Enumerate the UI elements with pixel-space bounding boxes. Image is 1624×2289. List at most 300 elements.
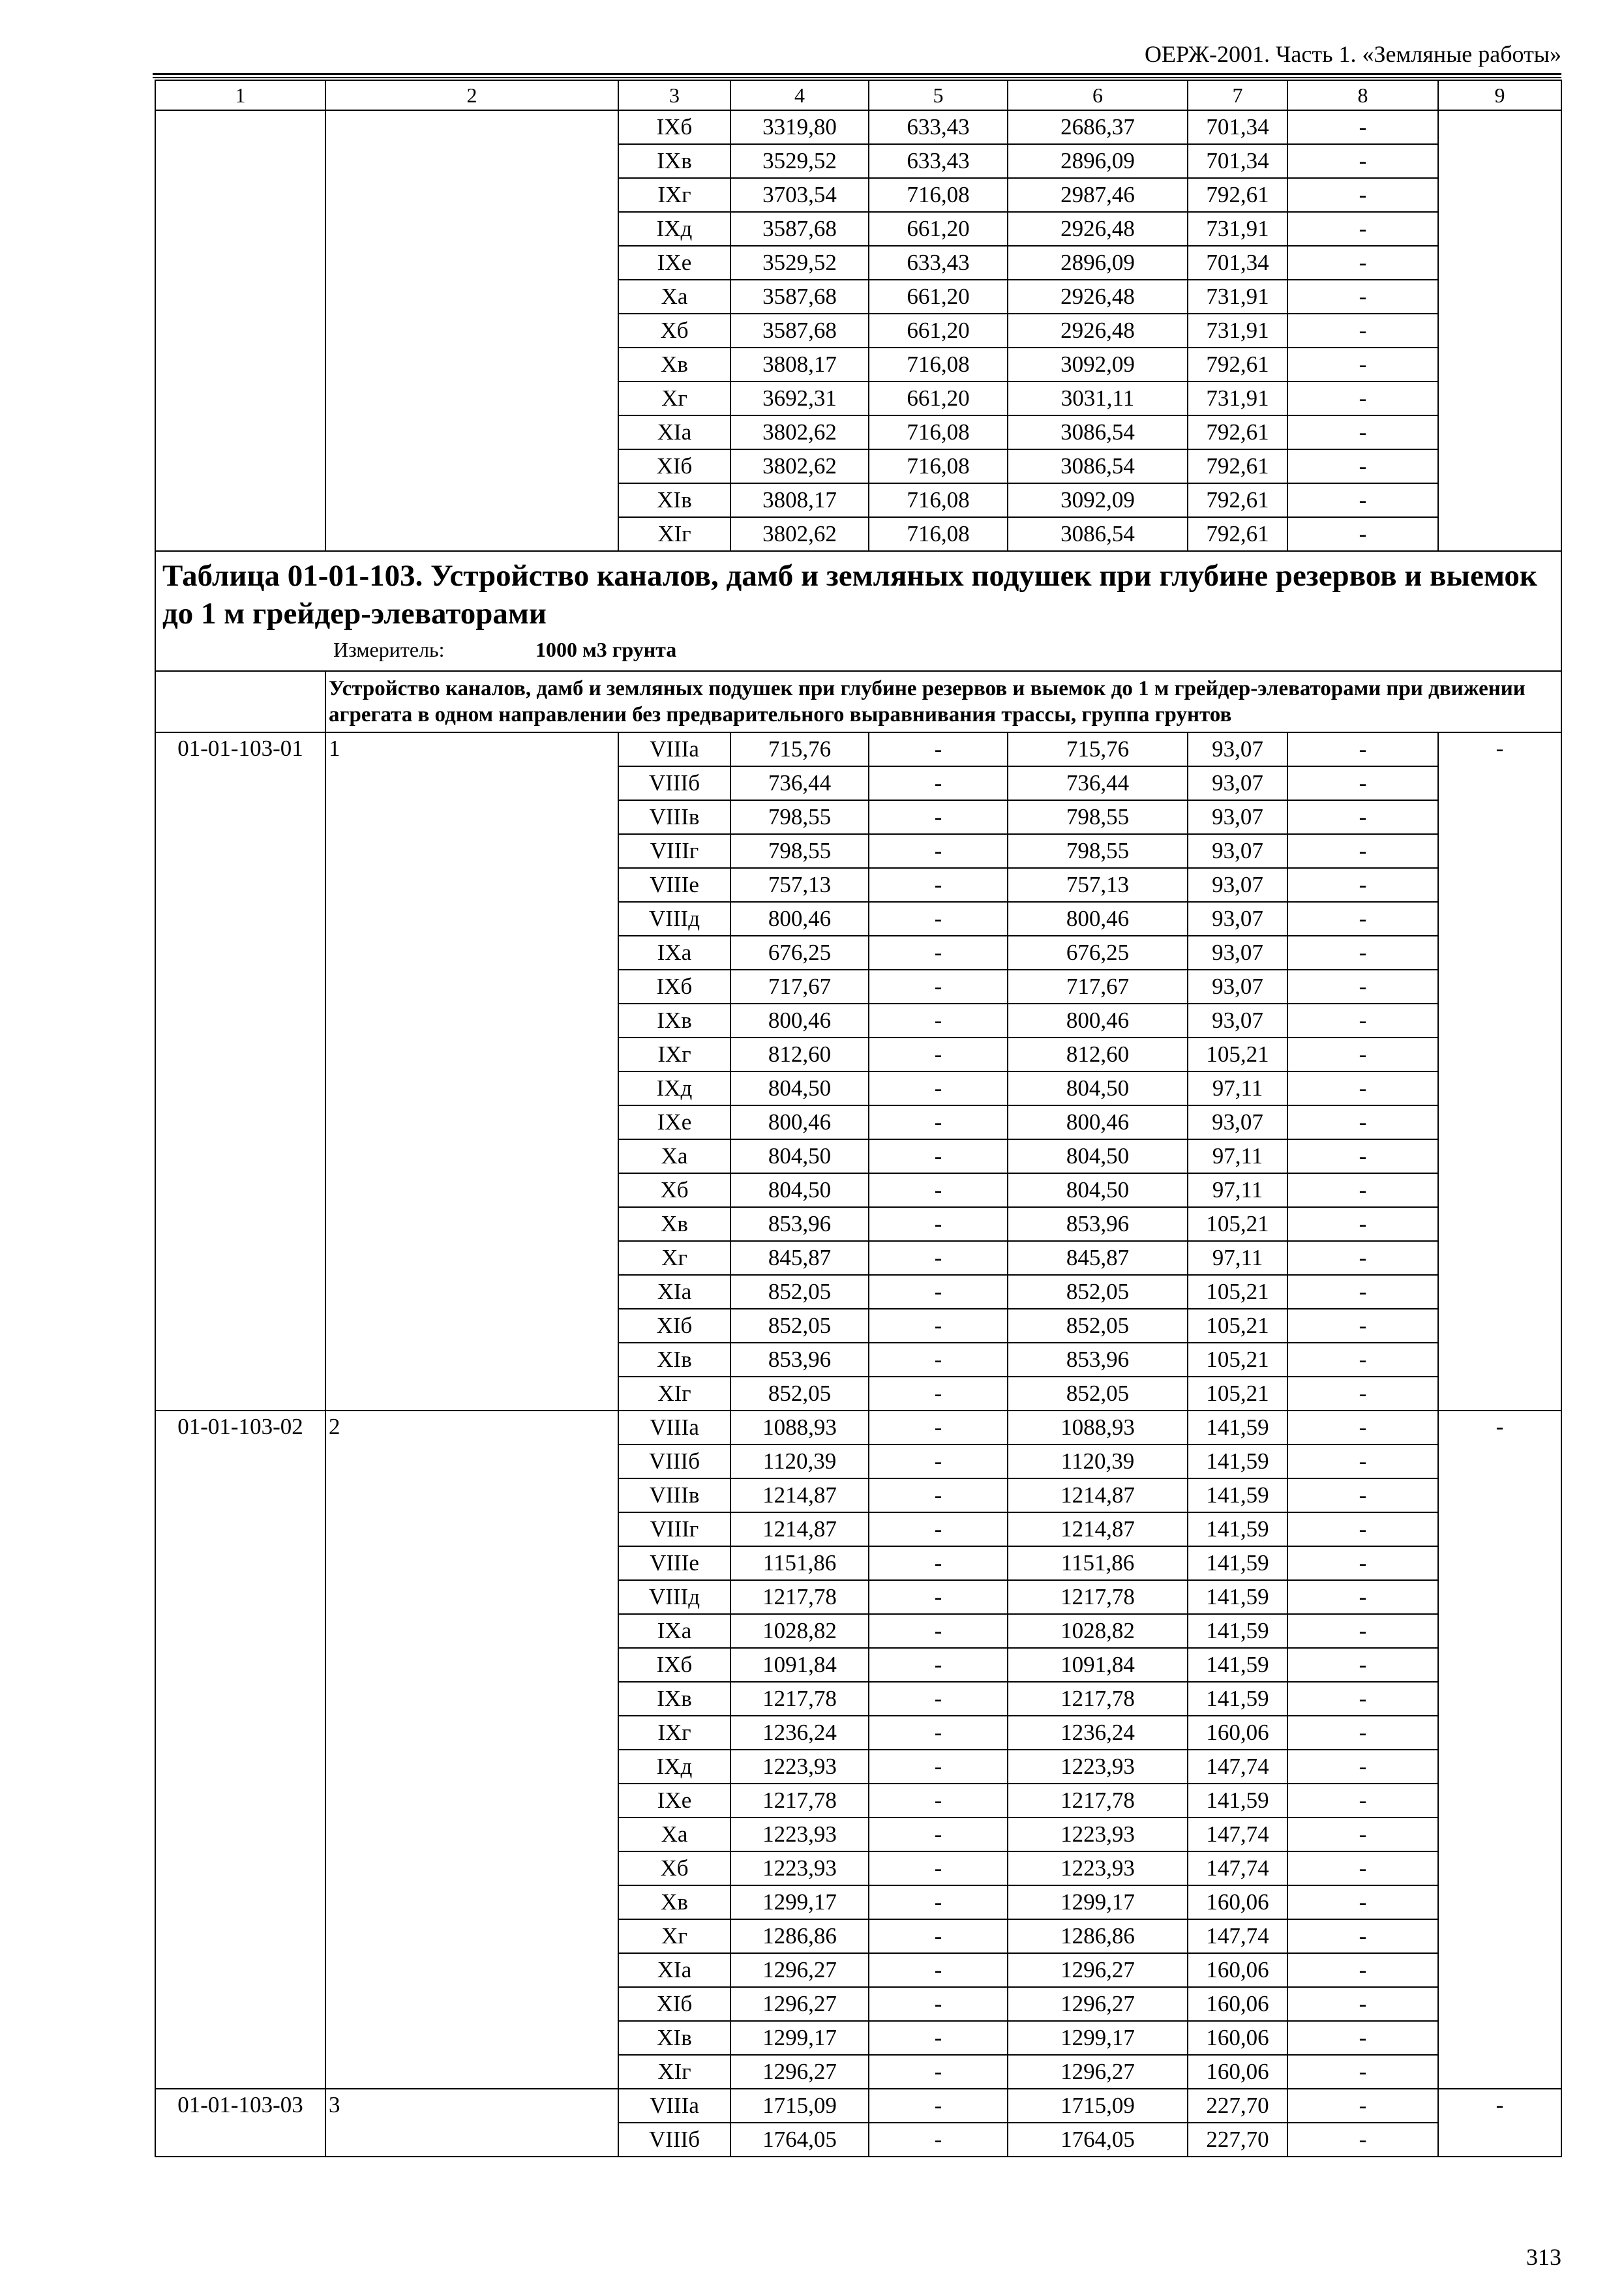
value-cell: 633,43 [869,246,1008,280]
value-cell: 852,05 [730,1377,869,1411]
rate-name [325,902,618,936]
unit-label: Измеритель: [333,638,445,661]
value-cell: IXе [618,246,730,280]
col9-cell [1438,1377,1561,1411]
value-cell: 1223,93 [730,1750,869,1784]
value-cell: 1296,27 [1008,1953,1188,1987]
value-cell: VIIIб [618,2123,730,2157]
table-row [155,1682,1561,1716]
value-cell: - [869,1784,1008,1818]
table-row [155,1987,1561,2021]
rate-name [325,1716,618,1750]
rates-table [155,80,1562,2157]
rate-name [325,766,618,800]
value-cell: 633,43 [869,144,1008,178]
col9-cell [1438,1648,1561,1682]
value-cell: 1296,27 [730,1953,869,1987]
name-cell [325,449,618,483]
table-row [155,1648,1561,1682]
value-cell: - [1287,449,1438,483]
value-cell: 852,05 [1008,1377,1188,1411]
rate-name [325,1750,618,1784]
value-cell: - [869,2123,1008,2157]
rate-code [155,1716,325,1750]
rate-name [325,1343,618,1377]
value-cell: - [869,936,1008,970]
value-cell: 147,74 [1188,1750,1287,1784]
value-cell: IXг [618,178,730,212]
value-cell: 3319,80 [730,110,869,144]
value-cell: 3808,17 [730,348,869,382]
value-cell: 1028,82 [1008,1614,1188,1648]
rate-code [155,2021,325,2055]
value-cell: 715,76 [1008,732,1188,766]
table-row [155,1818,1561,1851]
value-cell: 1286,86 [1008,1919,1188,1953]
rate-code [155,1987,325,2021]
value-cell: - [869,834,1008,868]
table-row [155,766,1561,800]
rate-code [155,1648,325,1682]
table-row [155,415,1561,449]
code-cell [155,517,325,551]
rate-code [155,1241,325,1275]
value-cell: XIб [618,1987,730,2021]
col9-cell [1438,1919,1561,1953]
value-cell: 757,13 [730,868,869,902]
col9-cell [1438,1478,1561,1512]
rate-name [325,1987,618,2021]
value-cell: 160,06 [1188,1716,1287,1750]
value-cell: 1214,87 [730,1478,869,1512]
value-cell: 676,25 [1008,936,1188,970]
table-row [155,2021,1561,2055]
value-cell: XIв [618,2021,730,2055]
value-cell: 701,34 [1188,144,1287,178]
value-cell: 147,74 [1188,1851,1287,1885]
column-number: 4 [730,80,869,110]
col9-cell [1438,246,1561,280]
rate-code [155,1004,325,1038]
value-cell: 852,05 [730,1309,869,1343]
value-cell: Xг [618,1919,730,1953]
value-cell: 3529,52 [730,144,869,178]
value-cell: - [1287,1411,1438,1444]
value-cell: 716,08 [869,517,1008,551]
col9-cell [1438,382,1561,415]
table-row [155,1139,1561,1173]
table-row [155,902,1561,936]
value-cell: - [1287,766,1438,800]
value-cell: - [1287,1139,1438,1173]
value-cell: 3703,54 [730,178,869,212]
value-cell: 3086,54 [1008,517,1188,551]
table-row [155,1377,1561,1411]
value-cell: Xа [618,280,730,314]
value-cell: 105,21 [1188,1207,1287,1241]
col9-cell: - [1438,1411,1561,1444]
rate-name [325,800,618,834]
value-cell: - [1287,144,1438,178]
column-number: 1 [155,80,325,110]
value-cell: - [869,1953,1008,1987]
table-row [155,348,1561,382]
col9-cell [1438,1716,1561,1750]
table-row [155,1275,1561,1309]
value-cell: 160,06 [1188,1885,1287,1919]
value-cell: - [869,2021,1008,2055]
table-row [155,1885,1561,1919]
value-cell: - [869,1038,1008,1071]
rate-code: 01-01-103-03 [155,2089,325,2123]
value-cell: 97,11 [1188,1173,1287,1207]
value-cell: 3802,62 [730,517,869,551]
value-cell: IXг [618,1038,730,1071]
rate-name [325,868,618,902]
rate-code [155,1343,325,1377]
rate-code [155,1309,325,1343]
value-cell: VIIIа [618,1411,730,1444]
rate-code [155,1750,325,1784]
value-cell: 141,59 [1188,1478,1287,1512]
value-cell: - [869,1071,1008,1105]
value-cell: 141,59 [1188,1614,1287,1648]
value-cell: XIг [618,517,730,551]
value-cell: 1715,09 [730,2089,869,2123]
value-cell: 1296,27 [730,1987,869,2021]
rate-name [325,1919,618,1953]
value-cell: 804,50 [730,1173,869,1207]
column-number: 8 [1287,80,1438,110]
header-rule [153,73,1561,75]
rate-code [155,868,325,902]
value-cell: VIIIа [618,732,730,766]
name-cell [325,280,618,314]
value-cell: 2896,09 [1008,246,1188,280]
value-cell: - [869,1444,1008,1478]
value-cell: - [869,800,1008,834]
value-cell: 105,21 [1188,1275,1287,1309]
value-cell: - [869,1004,1008,1038]
value-cell: XIг [618,2055,730,2089]
table-row [155,2055,1561,2089]
rate-code [155,834,325,868]
value-cell: Xа [618,1139,730,1173]
value-cell: - [869,1275,1008,1309]
value-cell: - [1287,1682,1438,1716]
rate-name [325,1444,618,1478]
header-rule-thin [153,77,1561,78]
value-cell: - [1287,1580,1438,1614]
rate-name [325,1038,618,1071]
value-cell: 800,46 [1008,1105,1188,1139]
rate-name [325,1207,618,1241]
value-cell: 717,67 [730,970,869,1004]
rate-code [155,1139,325,1173]
value-cell: - [1287,800,1438,834]
code-cell [155,483,325,517]
table-row [155,1953,1561,1987]
col9-cell [1438,1682,1561,1716]
value-cell: - [1287,1851,1438,1885]
value-cell: 757,13 [1008,868,1188,902]
table-row [155,1512,1561,1546]
value-cell: 1299,17 [730,2021,869,2055]
table-row [155,970,1561,1004]
value-cell: 160,06 [1188,2021,1287,2055]
value-cell: - [1287,483,1438,517]
table-row [155,382,1561,415]
rate-name [325,1173,618,1207]
value-cell: - [869,1512,1008,1546]
col9-cell [1438,1444,1561,1478]
value-cell: - [1287,2021,1438,2055]
value-cell: VIIIг [618,834,730,868]
value-cell: - [1287,178,1438,212]
value-cell: Xб [618,1173,730,1207]
value-cell: - [1287,1343,1438,1377]
rate-name [325,2021,618,2055]
table-row [155,868,1561,902]
rate-name [325,1953,618,1987]
rate-name [325,1004,618,1038]
value-cell: - [1287,1885,1438,1919]
rate-code [155,1173,325,1207]
col9-cell [1438,178,1561,212]
value-cell: 1091,84 [1008,1648,1188,1682]
rate-name [325,1241,618,1275]
col9-cell [1438,449,1561,483]
value-cell: - [1287,1818,1438,1851]
value-cell: - [1287,1038,1438,1071]
value-cell: 1296,27 [1008,1987,1188,2021]
value-cell: 792,61 [1188,517,1287,551]
value-cell: 701,34 [1188,110,1287,144]
col9-cell [1438,1173,1561,1207]
col9-cell [1438,970,1561,1004]
value-cell: - [1287,1648,1438,1682]
value-cell: 93,07 [1188,970,1287,1004]
value-cell: - [1287,382,1438,415]
value-cell: 736,44 [730,766,869,800]
value-cell: 804,50 [730,1071,869,1105]
value-cell: - [1287,970,1438,1004]
value-cell: 93,07 [1188,936,1287,970]
value-cell: - [869,902,1008,936]
value-cell: 1120,39 [730,1444,869,1478]
value-cell: 97,11 [1188,1139,1287,1173]
col9-cell [1438,936,1561,970]
subtitle-blank-cell [155,671,325,732]
value-cell: - [1287,1173,1438,1207]
rate-name [325,1682,618,1716]
value-cell: - [1287,1716,1438,1750]
value-cell: - [1287,517,1438,551]
code-cell [155,178,325,212]
code-cell [155,246,325,280]
col9-cell [1438,834,1561,868]
value-cell: 792,61 [1188,415,1287,449]
value-cell: - [1287,1444,1438,1478]
table-row [155,1207,1561,1241]
col9-cell [1438,1512,1561,1546]
value-cell: - [869,1682,1008,1716]
col9-cell [1438,2055,1561,2089]
value-cell: XIа [618,1275,730,1309]
value-cell: VIIIб [618,1444,730,1478]
value-cell: 731,91 [1188,212,1287,246]
value-cell: 633,43 [869,110,1008,144]
value-cell: - [1287,348,1438,382]
value-cell: - [1287,314,1438,348]
running-header: ОЕРЖ-2001. Часть 1. «Земляные работы» [1145,41,1561,67]
col9-cell [1438,766,1561,800]
value-cell: - [1287,732,1438,766]
rate-name [325,1818,618,1851]
column-number: 6 [1008,80,1188,110]
value-cell: 661,20 [869,382,1008,415]
value-cell: Xб [618,314,730,348]
value-cell: IXд [618,1071,730,1105]
value-cell: 2926,48 [1008,280,1188,314]
rate-code [155,970,325,1004]
value-cell: 792,61 [1188,178,1287,212]
rate-code [155,1682,325,1716]
rate-code [155,1580,325,1614]
table-row [155,1444,1561,1478]
value-cell: Xг [618,382,730,415]
table-row [155,1580,1561,1614]
value-cell: - [869,1377,1008,1411]
col9-cell: - [1438,732,1561,766]
value-cell: 792,61 [1188,483,1287,517]
value-cell: - [1287,212,1438,246]
table-row [155,1614,1561,1648]
value-cell: 661,20 [869,314,1008,348]
value-cell: 3529,52 [730,246,869,280]
col9-cell [1438,1038,1561,1071]
value-cell: IXд [618,212,730,246]
value-cell: - [869,1343,1008,1377]
value-cell: 93,07 [1188,1004,1287,1038]
value-cell: - [1287,1207,1438,1241]
value-cell: 1715,09 [1008,2089,1188,2123]
rate-code [155,1546,325,1580]
value-cell: 661,20 [869,280,1008,314]
value-cell: 1296,27 [730,2055,869,2089]
table-row [155,517,1561,551]
value-cell: 792,61 [1188,348,1287,382]
value-cell: - [869,1818,1008,1851]
value-cell: 1214,87 [1008,1478,1188,1512]
value-cell: VIIIв [618,800,730,834]
code-cell [155,110,325,144]
value-cell: Xв [618,1207,730,1241]
value-cell: - [1287,1004,1438,1038]
rate-code [155,1851,325,1885]
value-cell: - [869,732,1008,766]
value-cell: 2926,48 [1008,212,1188,246]
col9-cell [1438,280,1561,314]
rate-name: 3 [325,2089,618,2123]
value-cell: 1217,78 [730,1784,869,1818]
value-cell: - [1287,1546,1438,1580]
value-cell: Xв [618,348,730,382]
value-cell: 1764,05 [1008,2123,1188,2157]
value-cell: VIIIд [618,902,730,936]
table-row [155,1004,1561,1038]
value-cell: - [1287,1275,1438,1309]
value-cell: 93,07 [1188,1105,1287,1139]
value-cell: - [1287,936,1438,970]
value-cell: XIб [618,1309,730,1343]
col9-cell [1438,144,1561,178]
value-cell: Xб [618,1851,730,1885]
value-cell: 1217,78 [730,1682,869,1716]
value-cell: IXв [618,144,730,178]
value-cell: 1120,39 [1008,1444,1188,1478]
rate-code [155,2055,325,2089]
value-cell: - [869,2089,1008,2123]
value-cell: - [869,1614,1008,1648]
value-cell: - [869,868,1008,902]
value-cell: Xв [618,1885,730,1919]
col9-cell [1438,348,1561,382]
name-cell [325,178,618,212]
col9-cell [1438,1580,1561,1614]
rate-code [155,1275,325,1309]
rate-code [155,1105,325,1139]
col9-cell [1438,1071,1561,1105]
rate-code [155,2123,325,2157]
table-row [155,1105,1561,1139]
value-cell: 1223,93 [1008,1750,1188,1784]
column-number-row [155,80,1561,110]
rate-name [325,1614,618,1648]
value-cell: 715,76 [730,732,869,766]
value-cell: 227,70 [1188,2123,1287,2157]
value-cell: - [1287,868,1438,902]
value-cell: 1236,24 [1008,1716,1188,1750]
value-cell: 3031,11 [1008,382,1188,415]
value-cell: 1217,78 [1008,1784,1188,1818]
name-cell [325,144,618,178]
name-cell [325,212,618,246]
value-cell: - [1287,2123,1438,2157]
table-row [155,2123,1561,2157]
rate-name [325,1580,618,1614]
value-cell: 845,87 [1008,1241,1188,1275]
value-cell: XIг [618,1377,730,1411]
col9-cell [1438,1818,1561,1851]
value-cell: 798,55 [1008,834,1188,868]
value-cell: 2926,48 [1008,314,1188,348]
col9-cell [1438,1987,1561,2021]
column-number: 3 [618,80,730,110]
value-cell: Xг [618,1241,730,1275]
rate-code [155,1614,325,1648]
code-cell [155,348,325,382]
value-cell: IXе [618,1784,730,1818]
name-cell [325,415,618,449]
value-cell: VIIIг [618,1512,730,1546]
value-cell: IXб [618,1648,730,1682]
rate-name [325,1851,618,1885]
value-cell: 1236,24 [730,1716,869,1750]
value-cell: 792,61 [1188,449,1287,483]
value-cell: - [869,1987,1008,2021]
rate-code [155,766,325,800]
